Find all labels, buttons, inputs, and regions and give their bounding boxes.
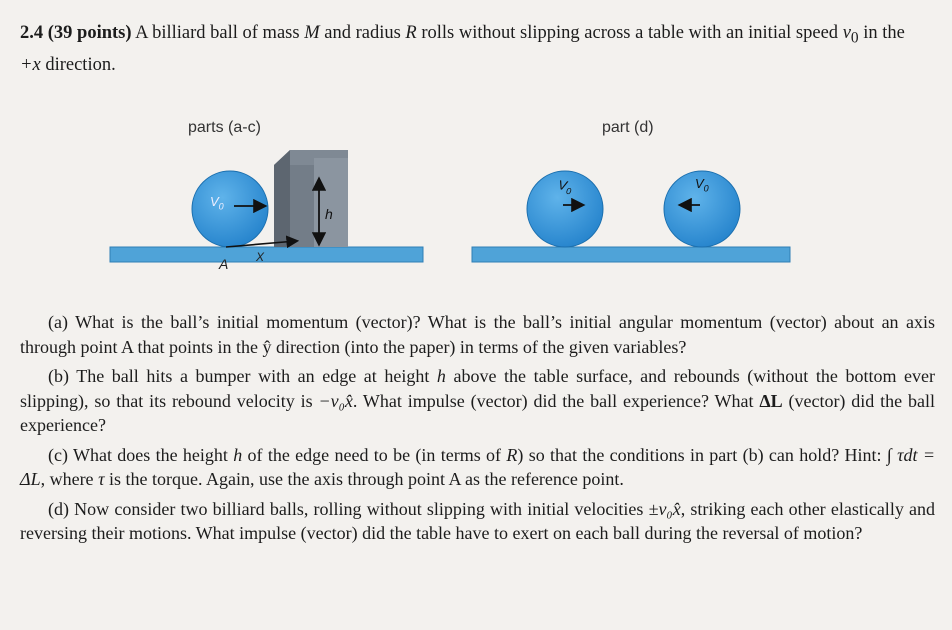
question-d-label: (d) (48, 498, 69, 519)
question-c-height-symbol: h (233, 444, 243, 465)
right-table (472, 247, 790, 262)
statement-text-4: in the (858, 23, 905, 43)
question-c-hint-equation: ∫ τdt = ΔL (20, 444, 936, 489)
speed-symbol: v (842, 23, 851, 43)
question-d (20, 497, 935, 546)
question-a-text: What is the ball’s initial momentum (vector)? What is the ball’s initial angular momentum (vector) about an axis through point A that points in the ŷ direction (into the paper) in terms of the given variables? (20, 312, 935, 357)
question-c-tau-symbol: τ (98, 469, 105, 489)
question-a-label: (a) (48, 312, 68, 332)
question-b-text-4: (vector) did the ball experience? (20, 390, 935, 435)
question-b-text-3: . What impulse (vector) did the ball experience? What (352, 390, 760, 411)
question-b-height-symbol: h (436, 366, 446, 386)
x-axis-label: X (256, 250, 265, 264)
ball-left-v0-label: $V_0$ (695, 176, 709, 194)
question-b-label: (b) (48, 366, 69, 386)
statement-text-3: rolls without slipping across a table with an initial speed (416, 23, 843, 43)
question-b (20, 364, 935, 438)
left-figure-label: parts (a-c) (188, 119, 261, 136)
question-b-text-1: The ball hits a bumper with an edge at height (69, 366, 437, 386)
right-figure-label: part (d) (602, 119, 654, 136)
question-c-label: (c) (48, 444, 68, 465)
question-c-text-1: What does the height (67, 444, 234, 465)
question-c-radius-symbol: R (506, 444, 518, 465)
question-c-text-5: is the torque. Again, use the axis through point A as the reference point. (104, 469, 624, 489)
question-d-text-1: Now consider two billiard balls, rolling without slipping with initial velocities (69, 498, 649, 519)
ball-right-v0-label: $V_0$ (557, 177, 572, 197)
left-v0-label: $V_0$ (210, 194, 224, 212)
direction-symbol: +x (20, 54, 41, 75)
statement-text-5: direction. (40, 54, 116, 75)
statement-text-1: A billiard ball of mass (131, 23, 305, 43)
left-ball (192, 171, 268, 247)
figure (0, 110, 952, 295)
left-table (110, 247, 423, 262)
bumper (274, 150, 348, 247)
question-b-text-2: above the table surface, and rebounds (without the bottom ever slipping), so that its rebound velocity is (20, 366, 935, 411)
question-b-rebound-velocity: −v₀x̂ (318, 390, 353, 411)
problem-points: (39 points) (47, 23, 132, 43)
figure-drawing (0, 110, 952, 295)
question-c-text-2: of the edge need to be (in terms of (242, 444, 507, 465)
question-c-text-3: ) so that the conditions in part (b) can hold? Hint: (517, 444, 887, 465)
radius-symbol: R (405, 23, 417, 43)
question-b-delta-l: ΔL (759, 390, 783, 411)
problem-statement (20, 20, 930, 79)
mass-symbol: M (304, 23, 320, 43)
problem-number: 2.4 (20, 23, 44, 43)
question-c (20, 443, 935, 492)
speed-subscript: 0 (850, 29, 859, 47)
question-d-text-2: , striking each other elastically and reversing their motions. What impulse (vector) did the table have to exert on each ball during the reversal of motion? (20, 498, 935, 543)
question-list (20, 310, 935, 551)
point-a-label: A (219, 256, 229, 272)
height-label: h (325, 206, 333, 222)
question-d-velocities: ±v₀x̂ (648, 498, 681, 519)
question-a (20, 310, 935, 359)
statement-text-2: and radius (319, 23, 406, 43)
question-c-text-4: , where (40, 469, 99, 489)
